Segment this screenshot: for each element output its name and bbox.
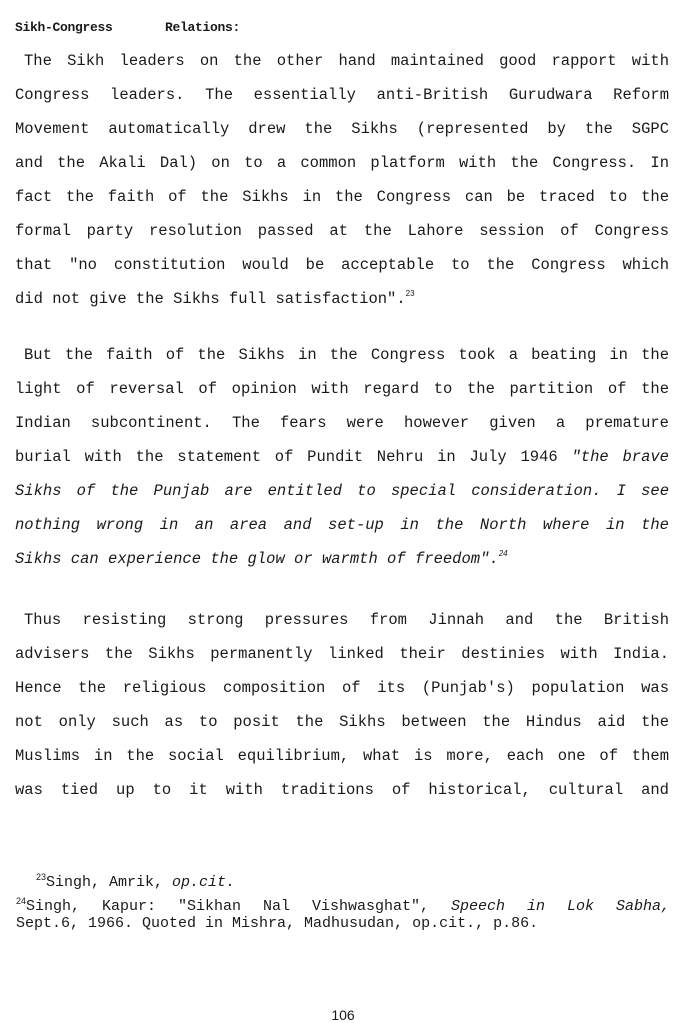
- text-line: Thus resisting strong pressures from Jinnah and the British: [24, 611, 669, 629]
- text-line: and the Akali Dal) on to a common platform with the Congress. In: [15, 154, 669, 172]
- quote-start: "the brave: [571, 448, 669, 466]
- text-line: [15, 290, 669, 324]
- text-segment: did not give the Sikhs full satisfaction".: [15, 290, 406, 308]
- footnote-23: [36, 874, 235, 891]
- footnote-number: 24: [16, 896, 27, 906]
- page-number: 106: [331, 1007, 355, 1023]
- paragraph-2: [15, 346, 669, 584]
- text-line: formal party resolution passed at the Lahore session of Congress: [15, 222, 669, 240]
- paragraph-1: [15, 52, 669, 324]
- text-line: was tied up to it with traditions of historical, cultural and: [15, 781, 669, 799]
- footnote-continuation: Sept.6, 1966. Quoted in Mishra, Madhusudan, op.cit., p.86.: [16, 915, 539, 932]
- text-line: Hence the religious composition of its (Punjab's) population was: [15, 679, 669, 697]
- section-heading: Sikh-Congress Relations:: [15, 20, 241, 35]
- footnote-ref-23: 23: [405, 289, 415, 298]
- quote-line: [15, 550, 669, 584]
- paragraph-3: [15, 611, 669, 815]
- footnote-number: 23: [36, 872, 47, 882]
- text-line: not only such as to posit the Sikhs between the Hindus aid the: [15, 713, 669, 731]
- footnote-line: [16, 898, 670, 915]
- text-line: advisers the Sikhs permanently linked their destinies with India.: [15, 645, 669, 663]
- text-segment: Sikhs can experience the glow or warmth of freedom".: [15, 550, 499, 568]
- footnote-italic: Speech in Lok Sabha,: [451, 898, 671, 915]
- text-line: Muslims in the social equilibrium, what is more, each one of them: [15, 747, 669, 765]
- footnote-ref-24: 24: [498, 549, 508, 558]
- quote-line: nothing wrong in an area and set-up in the North where in the: [15, 516, 669, 534]
- text-line: Congress leaders. The essentially anti-British Gurudwara Reform: [15, 86, 669, 104]
- footnote-text: Singh, Amrik,: [46, 874, 173, 891]
- text-line: [15, 448, 669, 482]
- text-line: light of reversal of opinion with regard to the partition of the: [15, 380, 669, 398]
- text-line: fact the faith of the Sikhs in the Congress can be traced to the: [15, 188, 669, 206]
- text-line: Movement automatically drew the Sikhs (represented by the SGPC: [15, 120, 669, 138]
- text-line: But the faith of the Sikhs in the Congress took a beating in the: [24, 346, 669, 364]
- text-line: The Sikh leaders on the other hand maintained good rapport with: [24, 52, 669, 70]
- text-line: that "no constitution would be acceptable to the Congress which: [15, 256, 669, 274]
- footnote-text: Singh, Kapur: "Sikhan Nal Vishwasghat",: [26, 898, 452, 915]
- text-segment: burial with the statement of Pundit Nehru in July 1946: [15, 448, 558, 466]
- footnote-24: [16, 898, 670, 932]
- footnote-italic: op.cit.: [172, 874, 236, 891]
- quote-line: Sikhs of the Punjab are entitled to special consideration. I see: [15, 482, 669, 500]
- text-line: Indian subcontinent. The fears were however given a premature: [15, 414, 669, 432]
